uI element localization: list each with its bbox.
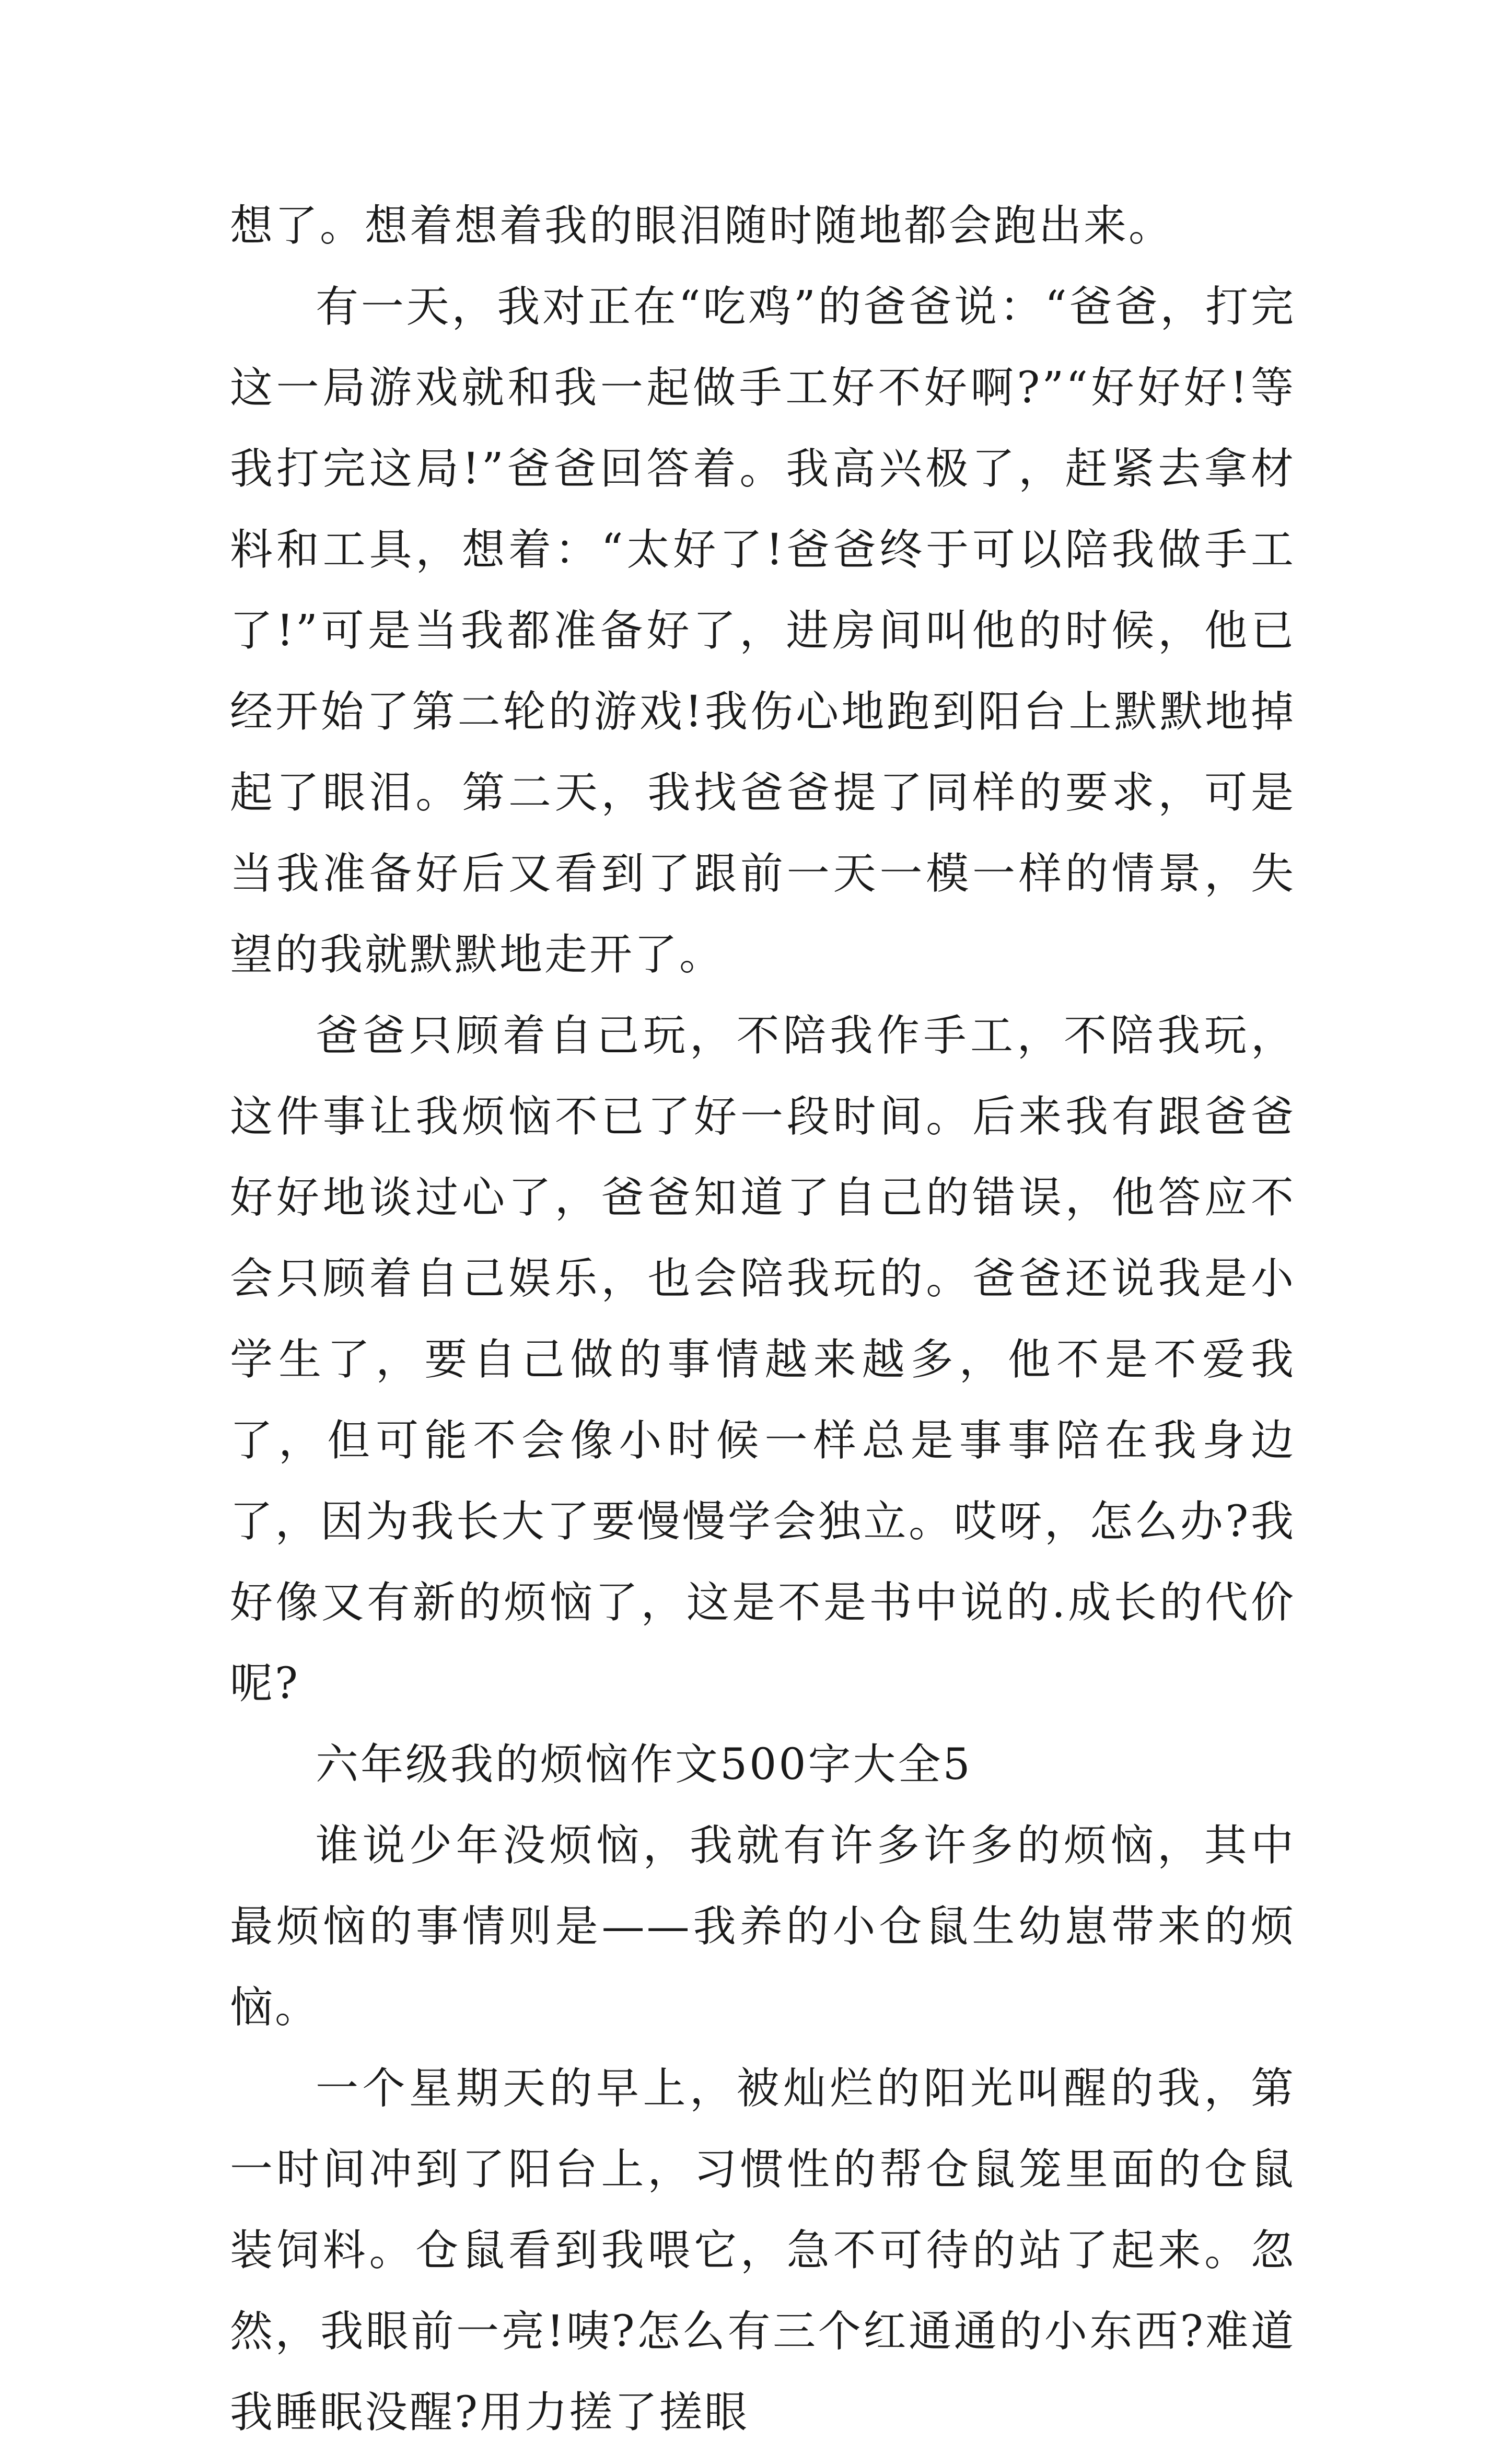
paragraph-hamster-morning: 一个星期天的早上，被灿烂的阳光叫醒的我，第一时间冲到了阳台上，习惯性的帮仓鼠笼里面的仓鼠装饲料。仓鼠看到我喂它，急不可待的站了起来。忽然，我眼前一亮!咦?怎么有三个红通通的小东西?难道我睡眠没醒?用力搓了搓眼: [230, 2064, 1296, 2437]
paragraph-game-story: 有一天，我对正在“吃鸡”的爸爸说：“爸爸，打完这一局游戏就和我一起做手工好不好啊?”“好好好!等我打完这局!”爸爸回答着。我高兴极了，赶紧去拿材料和工具，想着：“太好了!爸爸终于可以陪我做手工了!”可是当我都准备好了，进房间叫他的时候，他已经开始了第二轮的游戏!我伤心地跑到阳台上默默地掉起了眼泪。第二天，我找爸爸提了同样的要求，可是当我准备好后又看到了跟前一天一模一样的情景，失望的我就默默地走开了。: [230, 282, 1296, 980]
paragraph-hamster-intro: 谁说少年没烦恼，我就有许多许多的烦恼，其中最烦恼的事情则是——我养的小仓鼠生幼崽带来的烦恼。: [230, 1821, 1296, 2032]
paragraph-growing-up: 爸爸只顾着自己玩，不陪我作手工，不陪我玩，这件事让我烦恼不已了好一段时间。后来我有跟爸爸好好地谈过心了，爸爸知道了自己的错误，他答应不会只顾着自己娱乐，也会陪我玩的。爸爸还说我是小学生了，要自己做的事情越来越多，他不是不爱我了，但可能不会像小时候一样总是事事陪在我身边了，因为我长大了要慢慢学会独立。哎呀，怎么办?我好像又有新的烦恼了，这是不是书中说的.成长的代价呢?: [230, 1011, 1296, 1708]
paragraph-continuation: 想了。想着想着我的眼泪随时随地都会跑出来。: [230, 201, 1174, 251]
essay-heading: 六年级我的烦恼作文500字大全5: [316, 1740, 972, 1789]
document-body: [230, 185, 1296, 2453]
